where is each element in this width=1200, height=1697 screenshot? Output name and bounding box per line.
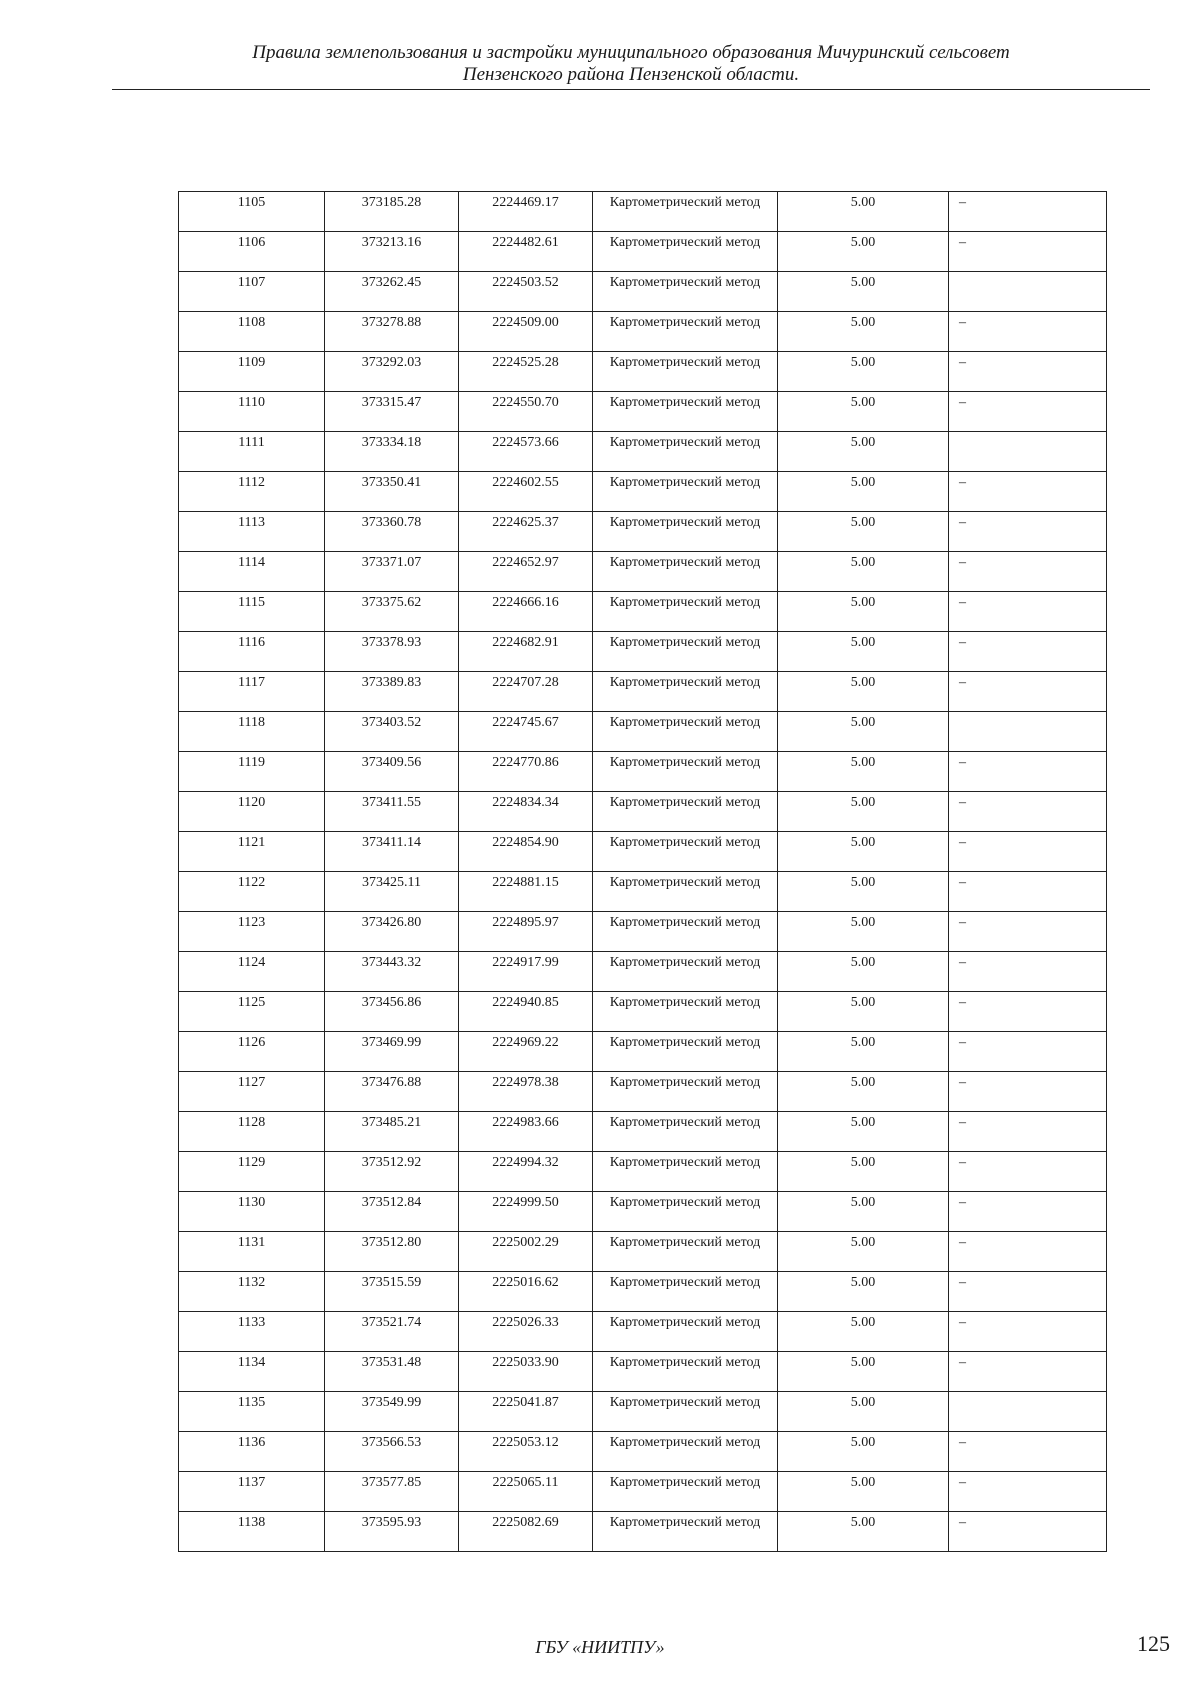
footer-organization: ГБУ «НИИТПУ» xyxy=(535,1637,665,1657)
method-cell: Картометрический метод xyxy=(593,1232,778,1272)
x-coordinate-cell: 373549.99 xyxy=(325,1392,459,1432)
accuracy-cell: 5.00 xyxy=(778,272,949,312)
table-row xyxy=(179,752,1107,792)
table-row xyxy=(179,472,1107,512)
point-number-cell: 1136 xyxy=(179,1432,325,1472)
point-number-cell: 1126 xyxy=(179,1032,325,1072)
method-cell: Картометрический метод xyxy=(593,1112,778,1152)
x-coordinate-cell: 373566.53 xyxy=(325,1432,459,1472)
accuracy-cell: 5.00 xyxy=(778,712,949,752)
x-coordinate-cell: 373521.74 xyxy=(325,1312,459,1352)
table-row xyxy=(179,392,1107,432)
note-cell: – xyxy=(949,392,1107,432)
note-cell: – xyxy=(949,912,1107,952)
note-cell: – xyxy=(949,1432,1107,1472)
accuracy-cell: 5.00 xyxy=(778,552,949,592)
y-coordinate-cell: 2224917.99 xyxy=(459,952,593,992)
accuracy-cell: 5.00 xyxy=(778,1312,949,1352)
method-cell: Картометрический метод xyxy=(593,1352,778,1392)
point-number-cell: 1122 xyxy=(179,872,325,912)
y-coordinate-cell: 2224983.66 xyxy=(459,1112,593,1152)
y-coordinate-cell: 2224482.61 xyxy=(459,232,593,272)
y-coordinate-cell: 2224834.34 xyxy=(459,792,593,832)
x-coordinate-cell: 373515.59 xyxy=(325,1272,459,1312)
x-coordinate-cell: 373350.41 xyxy=(325,472,459,512)
accuracy-cell: 5.00 xyxy=(778,1352,949,1392)
method-cell: Картометрический метод xyxy=(593,1272,778,1312)
header-line-1: Правила землепользования и застройки муниципального образования Мичуринский сельсовет xyxy=(252,42,1010,63)
point-number-cell: 1121 xyxy=(179,832,325,872)
y-coordinate-cell: 2224940.85 xyxy=(459,992,593,1032)
accuracy-cell: 5.00 xyxy=(778,432,949,472)
note-cell: – xyxy=(949,1112,1107,1152)
method-cell: Картометрический метод xyxy=(593,1192,778,1232)
x-coordinate-cell: 373425.11 xyxy=(325,872,459,912)
method-cell: Картометрический метод xyxy=(593,392,778,432)
method-cell: Картометрический метод xyxy=(593,752,778,792)
table-row xyxy=(179,992,1107,1032)
x-coordinate-cell: 373375.62 xyxy=(325,592,459,632)
page-number: 125 xyxy=(1137,1631,1170,1656)
method-cell: Картометрический метод xyxy=(593,352,778,392)
accuracy-cell: 5.00 xyxy=(778,392,949,432)
point-number-cell: 1117 xyxy=(179,672,325,712)
method-cell: Картометрический метод xyxy=(593,632,778,672)
point-number-cell: 1116 xyxy=(179,632,325,672)
method-cell: Картометрический метод xyxy=(593,792,778,832)
table-row xyxy=(179,1112,1107,1152)
accuracy-cell: 5.00 xyxy=(778,1512,949,1552)
header-line-2: Пензенского района Пензенской области. xyxy=(462,64,800,85)
method-cell: Картометрический метод xyxy=(593,472,778,512)
x-coordinate-cell: 373360.78 xyxy=(325,512,459,552)
accuracy-cell: 5.00 xyxy=(778,952,949,992)
table-row xyxy=(179,432,1107,472)
table-row xyxy=(179,792,1107,832)
accuracy-cell: 5.00 xyxy=(778,992,949,1032)
table-row xyxy=(179,712,1107,752)
point-number-cell: 1105 xyxy=(179,192,325,232)
x-coordinate-cell: 373262.45 xyxy=(325,272,459,312)
point-number-cell: 1128 xyxy=(179,1112,325,1152)
y-coordinate-cell: 2224509.00 xyxy=(459,312,593,352)
point-number-cell: 1127 xyxy=(179,1072,325,1112)
y-coordinate-cell: 2224625.37 xyxy=(459,512,593,552)
method-cell: Картометрический метод xyxy=(593,192,778,232)
table-row xyxy=(179,1512,1107,1552)
table-row xyxy=(179,1432,1107,1472)
x-coordinate-cell: 373512.84 xyxy=(325,1192,459,1232)
note-cell xyxy=(949,1392,1107,1432)
table-row xyxy=(179,1352,1107,1392)
table-row xyxy=(179,232,1107,272)
note-cell: – xyxy=(949,872,1107,912)
accuracy-cell: 5.00 xyxy=(778,232,949,272)
accuracy-cell: 5.00 xyxy=(778,1232,949,1272)
table-row xyxy=(179,912,1107,952)
note-cell xyxy=(949,712,1107,752)
x-coordinate-cell: 373476.88 xyxy=(325,1072,459,1112)
point-number-cell: 1132 xyxy=(179,1272,325,1312)
note-cell: – xyxy=(949,592,1107,632)
method-cell: Картометрический метод xyxy=(593,1512,778,1552)
accuracy-cell: 5.00 xyxy=(778,752,949,792)
note-cell: – xyxy=(949,632,1107,672)
method-cell: Картометрический метод xyxy=(593,912,778,952)
x-coordinate-cell: 373456.86 xyxy=(325,992,459,1032)
x-coordinate-cell: 373371.07 xyxy=(325,552,459,592)
header-divider xyxy=(112,89,1150,90)
y-coordinate-cell: 2224602.55 xyxy=(459,472,593,512)
y-coordinate-cell: 2224469.17 xyxy=(459,192,593,232)
table-row xyxy=(179,512,1107,552)
accuracy-cell: 5.00 xyxy=(778,1192,949,1232)
y-coordinate-cell: 2224854.90 xyxy=(459,832,593,872)
note-cell: – xyxy=(949,952,1107,992)
x-coordinate-cell: 373278.88 xyxy=(325,312,459,352)
note-cell: – xyxy=(949,472,1107,512)
accuracy-cell: 5.00 xyxy=(778,1472,949,1512)
y-coordinate-cell: 2224999.50 xyxy=(459,1192,593,1232)
x-coordinate-cell: 373512.92 xyxy=(325,1152,459,1192)
note-cell: – xyxy=(949,1192,1107,1232)
x-coordinate-cell: 373315.47 xyxy=(325,392,459,432)
x-coordinate-cell: 373378.93 xyxy=(325,632,459,672)
point-number-cell: 1108 xyxy=(179,312,325,352)
x-coordinate-cell: 373531.48 xyxy=(325,1352,459,1392)
table-row xyxy=(179,1152,1107,1192)
y-coordinate-cell: 2224550.70 xyxy=(459,392,593,432)
y-coordinate-cell: 2225033.90 xyxy=(459,1352,593,1392)
accuracy-cell: 5.00 xyxy=(778,312,949,352)
note-cell xyxy=(949,272,1107,312)
y-coordinate-cell: 2224707.28 xyxy=(459,672,593,712)
y-coordinate-cell: 2224895.97 xyxy=(459,912,593,952)
method-cell: Картометрический метод xyxy=(593,1072,778,1112)
x-coordinate-cell: 373213.16 xyxy=(325,232,459,272)
table-row xyxy=(179,1192,1107,1232)
note-cell: – xyxy=(949,1232,1107,1272)
point-number-cell: 1125 xyxy=(179,992,325,1032)
accuracy-cell: 5.00 xyxy=(778,792,949,832)
x-coordinate-cell: 373512.80 xyxy=(325,1232,459,1272)
accuracy-cell: 5.00 xyxy=(778,1432,949,1472)
method-cell: Картометрический метод xyxy=(593,552,778,592)
accuracy-cell: 5.00 xyxy=(778,1112,949,1152)
method-cell: Картометрический метод xyxy=(593,1472,778,1512)
method-cell: Картометрический метод xyxy=(593,1432,778,1472)
point-number-cell: 1137 xyxy=(179,1472,325,1512)
y-coordinate-cell: 2224994.32 xyxy=(459,1152,593,1192)
note-cell: – xyxy=(949,552,1107,592)
y-coordinate-cell: 2225082.69 xyxy=(459,1512,593,1552)
point-number-cell: 1138 xyxy=(179,1512,325,1552)
point-number-cell: 1118 xyxy=(179,712,325,752)
y-coordinate-cell: 2225041.87 xyxy=(459,1392,593,1432)
accuracy-cell: 5.00 xyxy=(778,1392,949,1432)
note-cell xyxy=(949,432,1107,472)
point-number-cell: 1131 xyxy=(179,1232,325,1272)
accuracy-cell: 5.00 xyxy=(778,632,949,672)
method-cell: Картометрический метод xyxy=(593,872,778,912)
note-cell: – xyxy=(949,192,1107,232)
accuracy-cell: 5.00 xyxy=(778,352,949,392)
note-cell: – xyxy=(949,832,1107,872)
method-cell: Картометрический метод xyxy=(593,272,778,312)
x-coordinate-cell: 373469.99 xyxy=(325,1032,459,1072)
note-cell: – xyxy=(949,232,1107,272)
note-cell: – xyxy=(949,672,1107,712)
method-cell: Картометрический метод xyxy=(593,1032,778,1072)
accuracy-cell: 5.00 xyxy=(778,872,949,912)
x-coordinate-cell: 373185.28 xyxy=(325,192,459,232)
point-number-cell: 1113 xyxy=(179,512,325,552)
note-cell: – xyxy=(949,752,1107,792)
table-row xyxy=(179,1232,1107,1272)
accuracy-cell: 5.00 xyxy=(778,472,949,512)
table-row xyxy=(179,352,1107,392)
y-coordinate-cell: 2224652.97 xyxy=(459,552,593,592)
table-row xyxy=(179,312,1107,352)
method-cell: Картометрический метод xyxy=(593,432,778,472)
method-cell: Картометрический метод xyxy=(593,832,778,872)
y-coordinate-cell: 2224969.22 xyxy=(459,1032,593,1072)
x-coordinate-cell: 373403.52 xyxy=(325,712,459,752)
point-number-cell: 1133 xyxy=(179,1312,325,1352)
point-number-cell: 1107 xyxy=(179,272,325,312)
point-number-cell: 1112 xyxy=(179,472,325,512)
coordinates-table-body xyxy=(179,192,1107,1552)
x-coordinate-cell: 373409.56 xyxy=(325,752,459,792)
page-header xyxy=(112,42,1150,86)
note-cell: – xyxy=(949,352,1107,392)
point-number-cell: 1120 xyxy=(179,792,325,832)
y-coordinate-cell: 2224503.52 xyxy=(459,272,593,312)
method-cell: Картометрический метод xyxy=(593,952,778,992)
note-cell: – xyxy=(949,1512,1107,1552)
y-coordinate-cell: 2224525.28 xyxy=(459,352,593,392)
point-number-cell: 1109 xyxy=(179,352,325,392)
accuracy-cell: 5.00 xyxy=(778,1072,949,1112)
method-cell: Картометрический метод xyxy=(593,1152,778,1192)
method-cell: Картометрический метод xyxy=(593,1392,778,1432)
y-coordinate-cell: 2225002.29 xyxy=(459,1232,593,1272)
note-cell: – xyxy=(949,1032,1107,1072)
accuracy-cell: 5.00 xyxy=(778,672,949,712)
accuracy-cell: 5.00 xyxy=(778,832,949,872)
method-cell: Картометрический метод xyxy=(593,312,778,352)
y-coordinate-cell: 2225026.33 xyxy=(459,1312,593,1352)
note-cell: – xyxy=(949,1312,1107,1352)
y-coordinate-cell: 2225065.11 xyxy=(459,1472,593,1512)
accuracy-cell: 5.00 xyxy=(778,912,949,952)
note-cell: – xyxy=(949,1152,1107,1192)
note-cell: – xyxy=(949,1272,1107,1312)
table-row xyxy=(179,1272,1107,1312)
point-number-cell: 1129 xyxy=(179,1152,325,1192)
point-number-cell: 1135 xyxy=(179,1392,325,1432)
note-cell: – xyxy=(949,1472,1107,1512)
accuracy-cell: 5.00 xyxy=(778,1032,949,1072)
point-number-cell: 1130 xyxy=(179,1192,325,1232)
table-row xyxy=(179,552,1107,592)
x-coordinate-cell: 373389.83 xyxy=(325,672,459,712)
note-cell: – xyxy=(949,992,1107,1032)
method-cell: Картометрический метод xyxy=(593,992,778,1032)
accuracy-cell: 5.00 xyxy=(778,512,949,552)
y-coordinate-cell: 2224881.15 xyxy=(459,872,593,912)
method-cell: Картометрический метод xyxy=(593,1312,778,1352)
x-coordinate-cell: 373334.18 xyxy=(325,432,459,472)
x-coordinate-cell: 373443.32 xyxy=(325,952,459,992)
table-row xyxy=(179,1032,1107,1072)
method-cell: Картометрический метод xyxy=(593,672,778,712)
x-coordinate-cell: 373577.85 xyxy=(325,1472,459,1512)
y-coordinate-cell: 2224573.66 xyxy=(459,432,593,472)
table-row xyxy=(179,592,1107,632)
x-coordinate-cell: 373411.55 xyxy=(325,792,459,832)
y-coordinate-cell: 2224978.38 xyxy=(459,1072,593,1112)
y-coordinate-cell: 2224666.16 xyxy=(459,592,593,632)
x-coordinate-cell: 373485.21 xyxy=(325,1112,459,1152)
table-row xyxy=(179,632,1107,672)
table-row xyxy=(179,1392,1107,1432)
table-row xyxy=(179,832,1107,872)
table-row xyxy=(179,672,1107,712)
x-coordinate-cell: 373411.14 xyxy=(325,832,459,872)
table-row xyxy=(179,872,1107,912)
accuracy-cell: 5.00 xyxy=(778,1272,949,1312)
table-row xyxy=(179,272,1107,312)
method-cell: Картометрический метод xyxy=(593,232,778,272)
accuracy-cell: 5.00 xyxy=(778,192,949,232)
accuracy-cell: 5.00 xyxy=(778,592,949,632)
y-coordinate-cell: 2224770.86 xyxy=(459,752,593,792)
point-number-cell: 1111 xyxy=(179,432,325,472)
point-number-cell: 1124 xyxy=(179,952,325,992)
point-number-cell: 1114 xyxy=(179,552,325,592)
y-coordinate-cell: 2224745.67 xyxy=(459,712,593,752)
table-row xyxy=(179,1312,1107,1352)
point-number-cell: 1119 xyxy=(179,752,325,792)
method-cell: Картометрический метод xyxy=(593,592,778,632)
note-cell: – xyxy=(949,512,1107,552)
table-row xyxy=(179,192,1107,232)
note-cell: – xyxy=(949,792,1107,832)
x-coordinate-cell: 373292.03 xyxy=(325,352,459,392)
method-cell: Картометрический метод xyxy=(593,712,778,752)
x-coordinate-cell: 373426.80 xyxy=(325,912,459,952)
point-number-cell: 1123 xyxy=(179,912,325,952)
y-coordinate-cell: 2225053.12 xyxy=(459,1432,593,1472)
y-coordinate-cell: 2224682.91 xyxy=(459,632,593,672)
table-row xyxy=(179,1072,1107,1112)
note-cell: – xyxy=(949,312,1107,352)
point-number-cell: 1106 xyxy=(179,232,325,272)
point-number-cell: 1134 xyxy=(179,1352,325,1392)
coordinates-table xyxy=(178,191,1107,1552)
point-number-cell: 1115 xyxy=(179,592,325,632)
y-coordinate-cell: 2225016.62 xyxy=(459,1272,593,1312)
x-coordinate-cell: 373595.93 xyxy=(325,1512,459,1552)
point-number-cell: 1110 xyxy=(179,392,325,432)
table-row xyxy=(179,952,1107,992)
note-cell: – xyxy=(949,1072,1107,1112)
note-cell: – xyxy=(949,1352,1107,1392)
method-cell: Картометрический метод xyxy=(593,512,778,552)
accuracy-cell: 5.00 xyxy=(778,1152,949,1192)
table-row xyxy=(179,1472,1107,1512)
